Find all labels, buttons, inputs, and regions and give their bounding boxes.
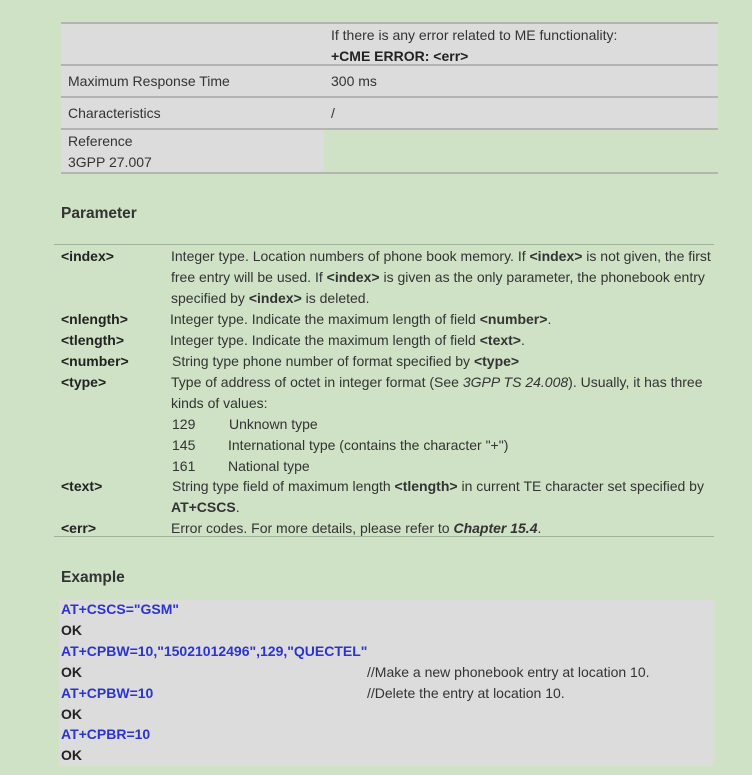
example-response: OK	[61, 622, 82, 638]
reference-value: 3GPP 27.007	[68, 154, 152, 170]
param-desc-index-line1: Integer type. Location numbers of phone book memory. If <index> is not given, the first	[171, 248, 711, 264]
example-command: AT+CPBW=10,"15021012496",129,"QUECTEL"	[61, 643, 368, 659]
example-command: AT+CSCS="GSM"	[61, 601, 180, 617]
example-command: AT+CPBR=10	[61, 726, 151, 742]
example-command: AT+CPBW=10	[61, 685, 154, 701]
param-desc-err: Error codes. For more details, please refer to Chapter 15.4.	[171, 520, 542, 536]
type-value-code: 161	[172, 458, 196, 474]
type-value-code: 129	[172, 416, 196, 432]
table-cell-label	[61, 66, 324, 97]
param-desc-index-line3: specified by <index> is deleted.	[171, 290, 370, 306]
max-response-label: Maximum Response Time	[68, 73, 230, 89]
example-comment: //Make a new phonebook entry at location 10.	[367, 664, 650, 680]
table-cell-empty	[61, 24, 324, 66]
parameter-bottom-divider	[54, 536, 714, 537]
characteristics-value: /	[331, 105, 335, 121]
example-heading: Example	[61, 569, 125, 586]
param-name-err: <err>	[61, 520, 97, 536]
table-row-characteristics	[61, 96, 718, 129]
type-value-desc: Unknown type	[229, 416, 318, 432]
table-cell-error	[324, 24, 718, 66]
param-desc-index-line2: free entry will be used. If <index> is given as the only parameter, the phonebook entry	[171, 269, 705, 285]
table-row-reference	[61, 128, 718, 174]
param-desc-type-line1: Type of address of octet in integer format (See 3GPP TS 24.008). Usually, it has three	[171, 374, 703, 390]
param-name-index: <index>	[61, 248, 114, 264]
param-name-number: <number>	[61, 353, 129, 369]
example-response: OK	[61, 706, 82, 722]
characteristics-label: Characteristics	[68, 105, 161, 121]
error-code: +CME ERROR: <err>	[331, 48, 469, 64]
param-name-type: <type>	[61, 374, 107, 390]
type-value-desc: International type (contains the character "+")	[228, 437, 509, 453]
param-desc-number: String type phone number of format specified by <type>	[172, 353, 520, 369]
example-response: OK	[61, 664, 82, 680]
param-desc-nlength: Integer type. Indicate the maximum length of field <number>.	[170, 311, 552, 327]
param-name-text: <text>	[61, 478, 103, 494]
type-value-desc: National type	[228, 458, 310, 474]
parameter-heading: Parameter	[61, 205, 137, 222]
max-response-value: 300 ms	[331, 73, 377, 89]
table-cell-label	[61, 98, 324, 129]
table-cell-value	[324, 98, 718, 129]
table-cell-label	[61, 130, 324, 172]
param-name-tlength: <tlength>	[61, 332, 125, 348]
error-note: If there is any error related to ME functionality:	[331, 27, 618, 43]
example-response: OK	[61, 747, 82, 763]
example-comment: //Delete the entry at location 10.	[367, 685, 565, 701]
reference-label: Reference	[68, 133, 133, 149]
param-desc-text-line1: String type field of maximum length <tlength> in current TE character set specified by	[172, 478, 704, 494]
table-row-max-response	[61, 64, 718, 97]
param-name-nlength: <nlength>	[61, 311, 128, 327]
parameter-top-divider	[54, 244, 714, 245]
param-desc-tlength: Integer type. Indicate the maximum length of field <text>.	[170, 332, 525, 348]
param-desc-type-line2: kinds of values:	[171, 395, 268, 411]
table-cell-value	[324, 66, 718, 97]
param-desc-text-line2: AT+CSCS.	[171, 499, 240, 515]
type-value-code: 145	[172, 437, 196, 453]
table-row-error	[61, 22, 718, 66]
